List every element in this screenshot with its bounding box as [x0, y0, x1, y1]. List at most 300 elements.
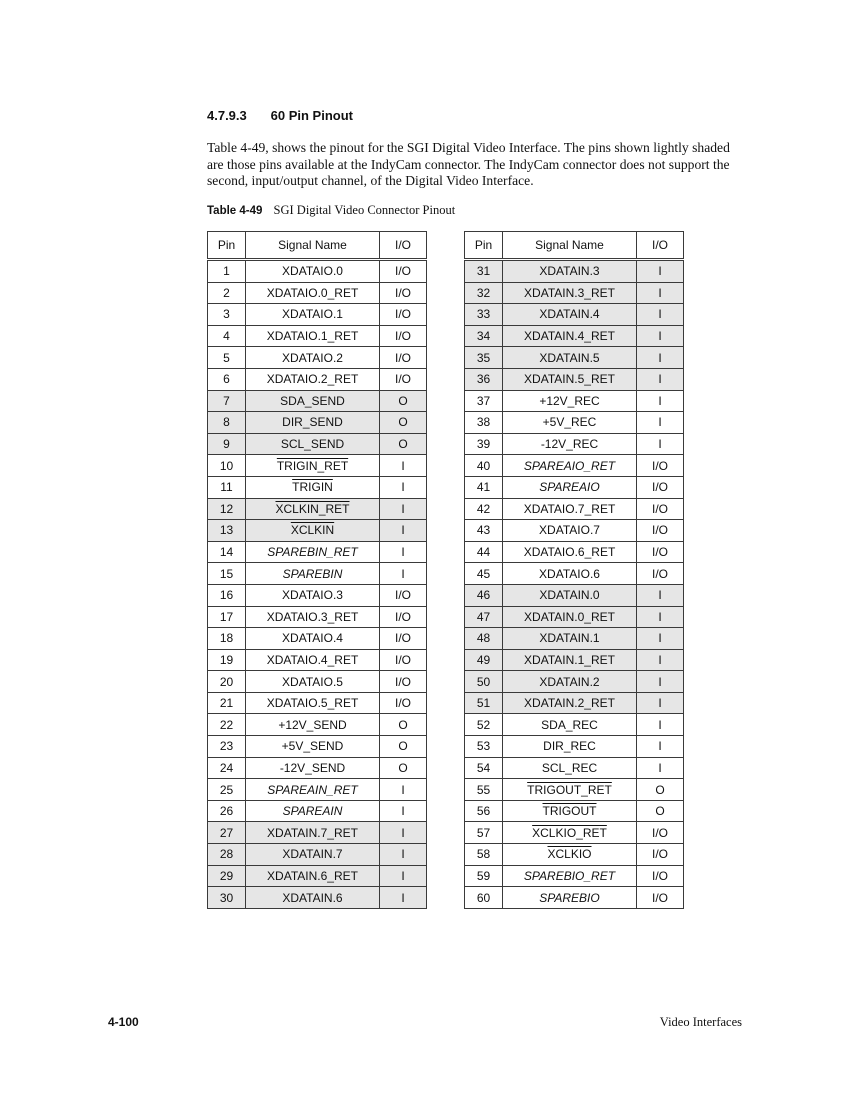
signal-name-cell-text: XDATAIO.3 [282, 588, 343, 603]
pin-cell-text: 46 [476, 588, 491, 603]
signal-name-cell-text: SDA_REC [541, 717, 598, 732]
signal-name-cell [246, 584, 380, 606]
pin-cell [465, 779, 503, 801]
io-cell-text: I [658, 393, 662, 408]
pin-cell-text: 5 [223, 350, 230, 365]
io-cell [637, 649, 684, 671]
table-row [465, 433, 684, 455]
signal-name-cell [246, 520, 380, 542]
io-cell [380, 800, 427, 822]
table-row [465, 757, 684, 779]
io-cell [380, 325, 427, 347]
table-row [465, 260, 684, 283]
pin-cell-text: 35 [476, 350, 491, 365]
pin-cell [208, 498, 246, 520]
pin-cell [465, 822, 503, 844]
header-io: I/O [380, 232, 427, 260]
signal-name-cell-text: XDATAIN.4 [539, 307, 600, 322]
signal-name-cell [503, 368, 637, 390]
pin-cell-text: 8 [223, 415, 230, 430]
signal-name-cell-text: +12V_REC [539, 393, 600, 408]
signal-name-cell-text: SCL_SEND [280, 437, 345, 452]
pin-cell-text: 23 [219, 739, 234, 754]
io-cell-text: I [658, 717, 662, 732]
io-cell-text: I [658, 264, 662, 279]
pin-cell [465, 671, 503, 693]
pin-cell-text: 57 [476, 825, 491, 840]
io-cell [637, 260, 684, 283]
io-cell [380, 671, 427, 693]
signal-name-cell [503, 476, 637, 498]
io-cell [380, 433, 427, 455]
io-cell [637, 887, 684, 909]
io-cell-text: I/O [394, 372, 411, 387]
signal-name-cell [503, 260, 637, 283]
signal-name-cell [503, 800, 637, 822]
io-cell-text: O [398, 393, 408, 408]
io-cell [380, 714, 427, 736]
table-row [208, 649, 427, 671]
signal-name-cell [246, 822, 380, 844]
signal-name-cell-text: TRIGIN_RET [276, 458, 349, 473]
pin-cell-text: 10 [219, 458, 234, 473]
io-cell [380, 520, 427, 542]
signal-name-cell [246, 282, 380, 304]
pin-cell-text: 59 [476, 868, 491, 883]
io-cell [637, 822, 684, 844]
io-cell [637, 563, 684, 585]
signal-name-cell [503, 692, 637, 714]
table-row [208, 390, 427, 412]
signal-name-cell-text: XCLKIN [290, 523, 335, 538]
pin-cell [465, 282, 503, 304]
signal-name-cell [503, 779, 637, 801]
signal-name-cell-text: XDATAIN.1_RET [524, 652, 615, 667]
table-row [465, 779, 684, 801]
pin-cell-text: 19 [219, 652, 234, 667]
signal-name-cell [503, 412, 637, 434]
signal-name-cell [503, 325, 637, 347]
pin-cell-text: 2 [223, 285, 230, 300]
pin-cell [208, 606, 246, 628]
pin-cell [465, 692, 503, 714]
pin-cell-text: 45 [476, 566, 491, 581]
pin-cell [465, 520, 503, 542]
io-cell [380, 649, 427, 671]
io-cell [637, 628, 684, 650]
pinout-table-left [207, 231, 427, 909]
pin-cell [208, 865, 246, 887]
signal-name-cell-text: XDATAIO.2 [282, 350, 343, 365]
table-row [465, 563, 684, 585]
pin-cell [208, 368, 246, 390]
io-cell-text: I/O [394, 696, 411, 711]
io-cell [380, 260, 427, 283]
pin-cell [465, 541, 503, 563]
signal-name-cell [503, 757, 637, 779]
table-row [208, 282, 427, 304]
table-row [208, 757, 427, 779]
io-cell-text: O [655, 804, 665, 819]
io-cell-text: I/O [394, 264, 411, 279]
io-cell [637, 692, 684, 714]
io-cell [380, 887, 427, 909]
signal-name-cell [503, 541, 637, 563]
io-cell-text: I/O [651, 480, 668, 495]
pin-cell [208, 476, 246, 498]
pin-cell [208, 412, 246, 434]
pin-cell-text: 56 [476, 804, 491, 819]
signal-name-cell [246, 736, 380, 758]
io-cell-text: I/O [651, 868, 668, 883]
io-cell-text: I [401, 523, 405, 538]
table-header-row [465, 232, 684, 260]
signal-name-cell [503, 606, 637, 628]
io-cell [637, 476, 684, 498]
pin-cell-text: 9 [223, 437, 230, 452]
io-cell [637, 304, 684, 326]
io-cell-text: I [658, 652, 662, 667]
signal-name-cell [503, 671, 637, 693]
pin-cell-text: 12 [219, 501, 234, 516]
pin-cell-text: 6 [223, 372, 230, 387]
pin-cell-text: 22 [219, 717, 234, 732]
table-row [465, 498, 684, 520]
table-row [208, 476, 427, 498]
signal-name-cell [246, 606, 380, 628]
pin-cell [208, 757, 246, 779]
table-header-row [208, 232, 427, 260]
signal-name-cell-text: XDATAIN.2_RET [524, 696, 615, 711]
pin-cell-text: 47 [476, 609, 491, 624]
io-cell-text: I [401, 545, 405, 560]
signal-name-cell [503, 584, 637, 606]
signal-name-cell [503, 520, 637, 542]
io-cell [637, 584, 684, 606]
io-cell-text: I [401, 890, 405, 905]
pin-cell-text: 30 [219, 890, 234, 905]
pin-cell [465, 347, 503, 369]
io-cell [637, 347, 684, 369]
pin-cell-text: 53 [476, 739, 491, 754]
pin-cell-text: 44 [476, 545, 491, 560]
table-row [208, 736, 427, 758]
signal-name-cell-text: -12V_REC [540, 437, 599, 452]
io-cell-text: I [658, 307, 662, 322]
signal-name-cell [246, 498, 380, 520]
io-cell [637, 325, 684, 347]
signal-name-cell-text: TRIGOUT_RET [527, 782, 612, 797]
signal-name-cell-text: XDATAIN.3 [539, 264, 600, 279]
io-cell [380, 563, 427, 585]
signal-name-cell-text: SDA_SEND [280, 393, 345, 408]
pin-cell-text: 50 [476, 674, 491, 689]
pin-cell [465, 304, 503, 326]
io-cell-text: I/O [394, 652, 411, 667]
io-cell-text: I/O [651, 545, 668, 560]
table-row [208, 779, 427, 801]
signal-name-cell [246, 649, 380, 671]
io-cell [380, 606, 427, 628]
pin-cell-text: 49 [476, 652, 491, 667]
io-cell-text: I/O [651, 890, 668, 905]
io-cell-text: I [401, 847, 405, 862]
pin-cell-text: 7 [223, 393, 230, 408]
io-cell [637, 779, 684, 801]
io-cell-text: O [398, 437, 408, 452]
io-cell-text: I [658, 739, 662, 754]
signal-name-cell [503, 649, 637, 671]
io-cell [380, 476, 427, 498]
signal-name-cell [246, 455, 380, 477]
table-row [208, 520, 427, 542]
io-cell-text: I [401, 480, 405, 495]
io-cell [380, 584, 427, 606]
pin-cell [465, 865, 503, 887]
pin-cell [465, 844, 503, 866]
pin-cell-text: 25 [219, 782, 234, 797]
pin-cell [208, 260, 246, 283]
signal-name-cell-text: XDATAIN.3_RET [524, 285, 615, 300]
io-cell-text: I [658, 609, 662, 624]
signal-name-cell [503, 822, 637, 844]
pin-cell [208, 347, 246, 369]
signal-name-cell-text: XDATAIO.6_RET [523, 545, 616, 560]
signal-name-cell-text: XCLKIO_RET [532, 825, 607, 840]
signal-name-cell-text: XDATAIN.5_RET [524, 372, 615, 387]
io-cell [637, 865, 684, 887]
pin-cell [208, 779, 246, 801]
table-row [208, 800, 427, 822]
signal-name-cell-text: +5V_SEND [281, 739, 344, 754]
section-heading [207, 108, 353, 123]
header-pin: Pin [465, 232, 503, 260]
pin-cell [208, 304, 246, 326]
table-row [208, 714, 427, 736]
io-cell [380, 304, 427, 326]
signal-name-cell-text: XDATAIN.7 [282, 847, 343, 862]
signal-name-cell [503, 455, 637, 477]
io-cell [637, 606, 684, 628]
table-caption-title: SGI Digital Video Connector Pinout [273, 203, 456, 217]
io-cell [637, 520, 684, 542]
signal-name-cell-text: SPAREBIO_RET [523, 868, 616, 883]
signal-name-cell-text: +12V_SEND [278, 717, 347, 732]
io-cell [637, 433, 684, 455]
io-cell [380, 412, 427, 434]
pin-cell [208, 822, 246, 844]
pin-cell-text: 4 [223, 329, 230, 344]
io-cell [380, 368, 427, 390]
io-cell-text: I [658, 329, 662, 344]
signal-name-cell [246, 628, 380, 650]
signal-name-cell [246, 800, 380, 822]
signal-name-cell-text: DIR_SEND [282, 415, 343, 430]
signal-name-cell-text: XDATAIN.6 [282, 890, 343, 905]
signal-name-cell [503, 347, 637, 369]
pin-cell-text: 24 [219, 760, 234, 775]
io-cell [380, 757, 427, 779]
signal-name-cell-text: XDATAIN.7_RET [267, 825, 358, 840]
signal-name-cell-text: XDATAIO.1 [282, 307, 343, 322]
table-row [208, 498, 427, 520]
table-row [208, 368, 427, 390]
table-row [208, 606, 427, 628]
io-cell [380, 822, 427, 844]
signal-name-cell-text: SCL_REC [541, 760, 598, 775]
pin-cell [208, 714, 246, 736]
signal-name-cell-text: XDATAIN.2 [539, 674, 600, 689]
signal-name-cell-text: TRIGOUT [542, 804, 597, 819]
pin-cell [465, 455, 503, 477]
signal-name-cell [246, 757, 380, 779]
pin-cell [465, 800, 503, 822]
io-cell-text: I [401, 782, 405, 797]
io-cell [637, 800, 684, 822]
signal-name-cell-text: XDATAIO.5 [282, 674, 343, 689]
signal-name-cell-text: SPAREAIO [539, 480, 600, 495]
signal-name-cell-text: XCLKIO [547, 847, 592, 862]
signal-name-cell [503, 498, 637, 520]
pin-cell [465, 390, 503, 412]
table-row [465, 714, 684, 736]
io-cell [380, 736, 427, 758]
pin-cell-text: 41 [476, 480, 491, 495]
table-row [208, 887, 427, 909]
table-row [465, 844, 684, 866]
signal-name-cell-text: XDATAIN.0_RET [524, 609, 615, 624]
pin-cell-text: 16 [219, 588, 234, 603]
io-cell-text: I/O [394, 674, 411, 689]
io-cell-text: I/O [651, 523, 668, 538]
pin-cell-text: 42 [476, 501, 491, 516]
signal-name-cell-text: SPAREBIN_RET [267, 545, 358, 560]
io-cell-text: O [398, 717, 408, 732]
pin-cell [465, 412, 503, 434]
table-row [465, 692, 684, 714]
table-row [465, 282, 684, 304]
header-io: I/O [637, 232, 684, 260]
pin-cell-text: 14 [219, 545, 234, 560]
table-row [465, 628, 684, 650]
pin-cell-text: 13 [219, 523, 234, 538]
table-row [465, 476, 684, 498]
section-number: 4.7.9.3 [207, 108, 247, 123]
signal-name-cell-text: SPAREAIN [282, 804, 343, 819]
io-cell-text: I [401, 804, 405, 819]
signal-name-cell [246, 260, 380, 283]
signal-name-cell-text: +5V_REC [542, 415, 597, 430]
signal-name-cell-text: XDATAIN.6_RET [267, 868, 358, 883]
pin-cell [465, 887, 503, 909]
pin-cell-text: 31 [476, 264, 491, 279]
table-row [208, 563, 427, 585]
pin-cell-text: 36 [476, 372, 491, 387]
io-cell-text: I/O [394, 631, 411, 646]
table-row [208, 433, 427, 455]
pin-cell [208, 844, 246, 866]
io-cell [637, 368, 684, 390]
io-cell-text: I/O [394, 350, 411, 365]
signal-name-cell [246, 368, 380, 390]
table-row [208, 347, 427, 369]
io-cell-text: I/O [651, 501, 668, 516]
signal-name-cell [246, 347, 380, 369]
signal-name-cell-text: XDATAIN.5 [539, 350, 600, 365]
io-cell [380, 455, 427, 477]
io-cell-text: I [401, 868, 405, 883]
pin-cell-text: 55 [476, 782, 491, 797]
io-cell-text: I [658, 631, 662, 646]
signal-name-cell [503, 865, 637, 887]
signal-name-cell-text: XDATAIO.7 [539, 523, 600, 538]
pin-cell [465, 606, 503, 628]
page-number: 4-100 [108, 1015, 139, 1029]
section-title: 60 Pin Pinout [270, 108, 353, 123]
signal-name-cell [246, 390, 380, 412]
signal-name-cell [503, 433, 637, 455]
signal-name-cell-text: -12V_SEND [279, 760, 346, 775]
pinout-table-right [464, 231, 684, 909]
io-cell-text: I/O [394, 329, 411, 344]
signal-name-cell-text: XDATAIN.1 [539, 631, 600, 646]
pin-cell [208, 390, 246, 412]
signal-name-cell [246, 779, 380, 801]
signal-name-cell-text: SPAREBIO [539, 890, 600, 905]
pin-cell [465, 584, 503, 606]
signal-name-cell [503, 390, 637, 412]
pin-cell [208, 887, 246, 909]
pin-cell [208, 520, 246, 542]
signal-name-cell-text: TRIGIN [292, 480, 333, 495]
io-cell [380, 282, 427, 304]
table-row [208, 412, 427, 434]
pin-cell [465, 563, 503, 585]
pin-cell-text: 27 [219, 825, 234, 840]
table-row [465, 887, 684, 909]
pin-cell [208, 282, 246, 304]
io-cell [637, 757, 684, 779]
signal-name-cell [246, 887, 380, 909]
io-cell-text: I [401, 458, 405, 473]
io-cell-text: I/O [651, 566, 668, 581]
io-cell-text: O [398, 760, 408, 775]
signal-name-cell [246, 541, 380, 563]
signal-name-cell [503, 736, 637, 758]
io-cell [380, 628, 427, 650]
pin-cell-text: 48 [476, 631, 491, 646]
pin-cell [465, 628, 503, 650]
io-cell [380, 844, 427, 866]
pin-cell-text: 29 [219, 868, 234, 883]
pin-cell-text: 34 [476, 329, 491, 344]
io-cell-text: O [398, 739, 408, 754]
pin-cell [208, 800, 246, 822]
signal-name-cell-text: XDATAIO.5_RET [266, 696, 359, 711]
signal-name-cell [246, 865, 380, 887]
io-cell [380, 347, 427, 369]
table-row [208, 692, 427, 714]
signal-name-cell [503, 887, 637, 909]
pin-cell [465, 368, 503, 390]
signal-name-cell [246, 714, 380, 736]
io-cell-text: I [401, 501, 405, 516]
signal-name-cell [503, 304, 637, 326]
io-cell-text: I [658, 696, 662, 711]
io-cell-text: I/O [651, 458, 668, 473]
signal-name-cell [503, 282, 637, 304]
footer-section-name: Video Interfaces [659, 1015, 742, 1029]
